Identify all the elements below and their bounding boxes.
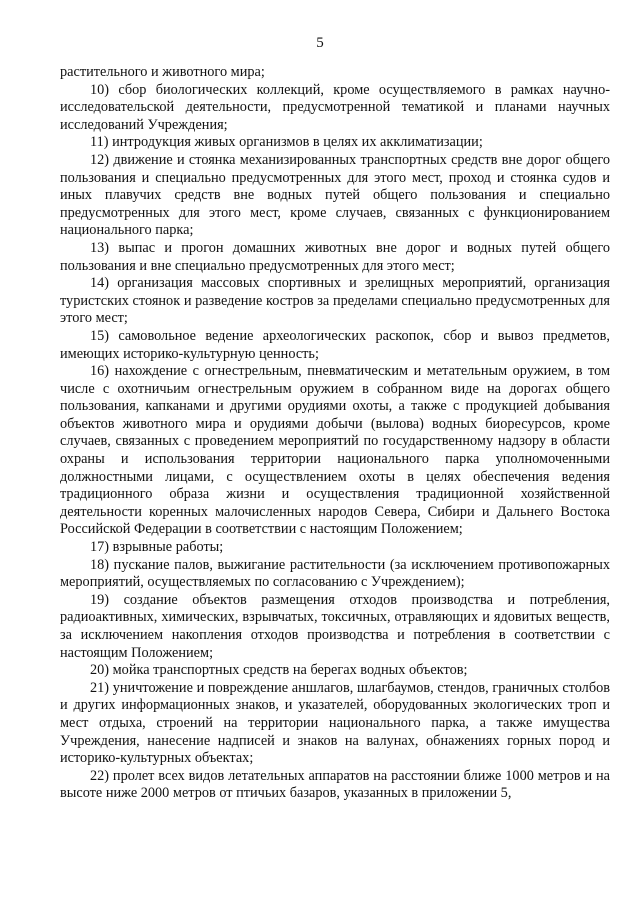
paragraph-item-12: 12) движение и стоянка механизированных транспортных средств вне дорог общего пользования и специально предусмотренных для этого мест, проход и стоянка судов и иных плавучих средств вне водных путей общего пользования и специально предусмотренных для этого мест, кроме случаев, связанных с функционированием национального парка; [60, 151, 610, 239]
paragraph-item-21: 21) уничтожение и повреждение аншлагов, шлагбаумов, стендов, граничных столбов и других информационных знаков, и указателей, оборудованных экологических троп и мест отдыха, строений на территории национального парка, а также имущества Учреждения, нанесение надписей и знаков на валунах, обнажениях горных пород и историко-культурных объектах; [60, 679, 610, 767]
paragraph-item-11: 11) интродукция живых организмов в целях их акклиматизации; [90, 134, 483, 151]
paragraph-item-18: 18) пускание палов, выжигание растительности (за исключением противопожарных мероприятий, осуществляемых по согласованию с Учреждением); [60, 556, 610, 591]
paragraph-item-19: 19) создание объектов размещения отходов производства и потребления, радиоактивных, химических, взрывчатых, токсичных, отравляющих и ядовитых веществ, за исключением накопления отходов производства и потребления в соответствии с настоящим Положением; [60, 591, 610, 661]
paragraph-item-16: 16) нахождение с огнестрельным, пневматическим и метательным оружием, в том числе с охотничьим огнестрельным оружием в собранном виде на дорогах общего пользования, капканами и другими орудиями охоты, а также с продукцией добывания объектов животного мира и орудиями добычи (вылова) водных биоресурсов, кроме случаев, связанных с проведением мероприятий по государственному надзору в области охраны и использования территории национального парка уполномоченными должностными лицами, с осуществлением охоты в целях обеспечения ведения традиционного образа жизни и осуществления традиционной хозяйственной деятельности коренных малочисленных народов Севера, Сибири и Дальнего Востока Российской Федерации в соответствии с настоящим Положением; [60, 363, 610, 538]
paragraph-item-14: 14) организация массовых спортивных и зрелищных мероприятий, организация туристских стоянок и разведение костров за пределами специально предусмотренных для этого мест; [60, 275, 610, 327]
paragraph-item-13: 13) выпас и прогон домашних животных вне дорог и водных путей общего пользования и вне специально предусмотренных для этого мест; [60, 239, 610, 274]
paragraph-item-10: 10) сбор биологических коллекций, кроме осуществляемого в рамках научно-исследовательской деятельности, предусмотренной тематикой и планами научных исследований Учреждения; [60, 81, 610, 133]
page-number: 5 [316, 35, 324, 51]
document-body [60, 64, 610, 803]
paragraph-item-20: 20) мойка транспортных средств на берегах водных объектов; [90, 662, 468, 679]
paragraph-item-22: 22) пролет всех видов летательных аппаратов на расстоянии ближе 1000 метров и на высоте ниже 2000 метров от птичьих базаров, указанных в приложении 5, [60, 767, 610, 802]
paragraph-item-15: 15) самовольное ведение археологических раскопок, сбор и вывоз предметов, имеющих историко-культурную ценность; [60, 327, 610, 362]
paragraph-item-17: 17) взрывные работы; [90, 539, 224, 556]
paragraph-continuation: растительного и животного мира; [60, 64, 265, 80]
